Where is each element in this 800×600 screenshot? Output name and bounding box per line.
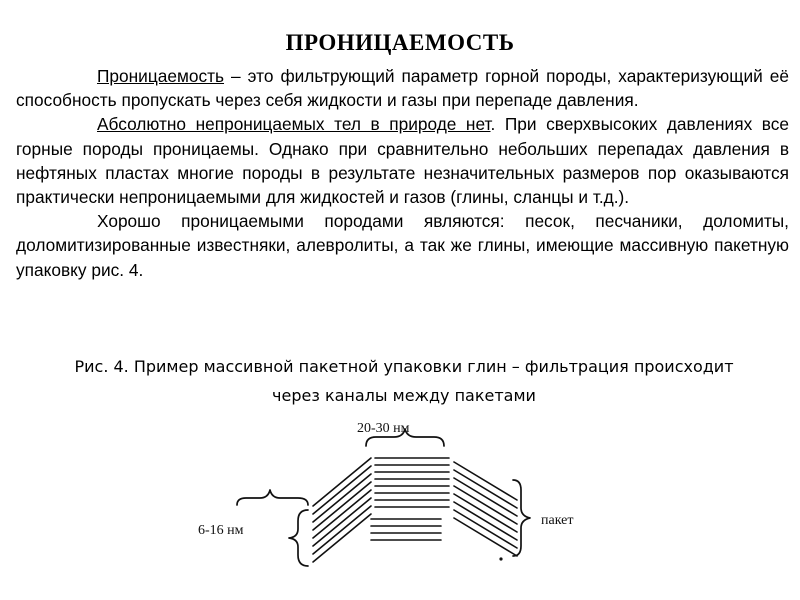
- label-20-30-nm: 20-30 нм: [357, 421, 410, 436]
- term-absolutely-impermeable: Абсолютно непроницаемых тел в природе нет: [97, 114, 491, 135]
- caption-line-2: через каналы между пакетами: [272, 386, 536, 405]
- caption-line-1: Рис. 4. Пример массивной пакетной упаковки глин – фильтрация происходит: [74, 357, 734, 376]
- paragraph-1-text: – это фильтрующий параметр горной породы, характеризующий её способность пропускать через себя жидкости и газы при перепаде давления.: [16, 66, 789, 111]
- left-vertical-brace: [289, 510, 308, 566]
- packet-center: [375, 458, 449, 507]
- packet-left: [313, 458, 371, 562]
- packet-lower-center: [371, 519, 441, 540]
- dot-marker: [499, 557, 502, 560]
- label-packet: пакет: [541, 513, 574, 528]
- paragraph-permeable-rocks: Хорошо проницаемыми породами являются: песок, песчаники, доломиты, доломитизированные известняки, алевролиты, а так же глины, имеющие массивную пакетную упаковку рис. 4.: [16, 211, 789, 280]
- right-vertical-brace: [513, 480, 530, 556]
- term-permeability: Проницаемость: [97, 66, 225, 86]
- label-6-16-nm: 6-16 нм: [198, 523, 244, 538]
- paragraph-2-text: . При сверхвысоких давлениях все горные породы проницаемы. Однако при сравнительно небольших перепадах давления в нефтяных пластах многие породы в результате незначительных размеров пор оказываются практически непроницаемыми для жидкостей и газов (глины, сланцы и т.д.).: [16, 114, 789, 208]
- page-title: ПРОНИЦАЕМОСТЬ: [285, 30, 515, 55]
- packet-right: [454, 462, 517, 556]
- left-brace: [237, 490, 308, 505]
